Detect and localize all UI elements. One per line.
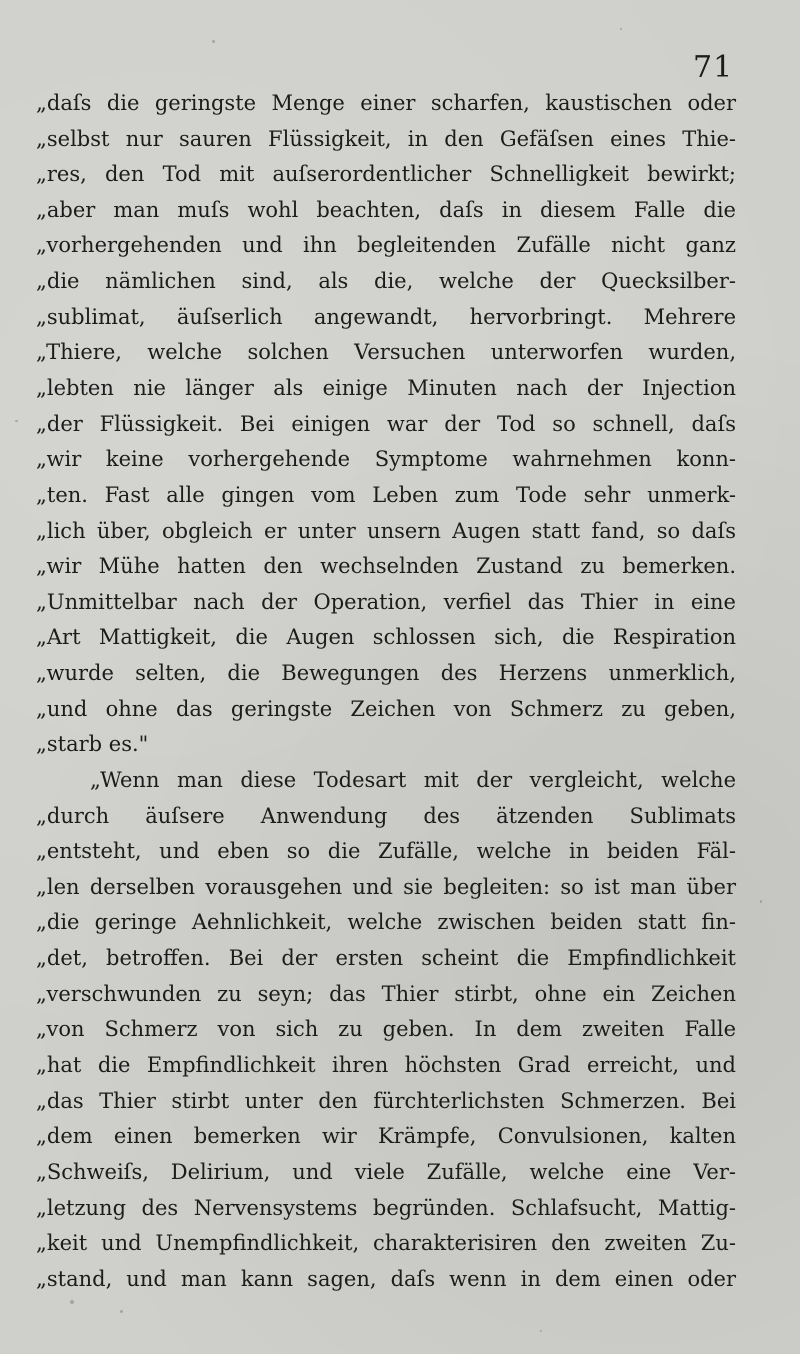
text-line: „lebten nie länger als einige Minuten nach der Injection bbox=[36, 376, 736, 400]
text-line: „die nämlichen sind, als die, welche der Quecksilber- bbox=[36, 269, 736, 293]
text-line: „sublimat, äuſserlich angewandt, hervorbringt. Mehrere bbox=[36, 305, 736, 329]
text-line: „der Flüssigkeit. Bei einigen war der Tod so schnell, daſs bbox=[36, 412, 736, 436]
paper-speck bbox=[540, 1330, 542, 1332]
text-line: „Schweiſs, Delirium, und viele Zufälle, welche eine Ver- bbox=[36, 1160, 736, 1184]
text-line: „dem einen bemerken wir Krämpfe, Convulsionen, kalten bbox=[36, 1124, 736, 1148]
text-line: „det, betroffen. Bei der ersten scheint die Empfindlichkeit bbox=[36, 946, 736, 970]
text-line: „wir Mühe hatten den wechselnden Zustand zu bemerken. bbox=[36, 554, 736, 578]
paper-speck bbox=[620, 28, 622, 30]
page-number: 71 bbox=[693, 50, 734, 85]
text-line: „von Schmerz von sich zu geben. In dem zweiten Falle bbox=[36, 1017, 736, 1041]
text-line: „aber man muſs wohl beachten, daſs in diesem Falle die bbox=[36, 198, 736, 222]
text-line: „Wenn man diese Todesart mit der vergleicht, welche bbox=[90, 768, 736, 792]
text-line: „durch äuſsere Anwendung des ätzenden Sublimats bbox=[36, 804, 736, 828]
text-line: „wurde selten, die Bewegungen des Herzens unmerklich, bbox=[36, 661, 736, 685]
text-line: „starb es." bbox=[36, 732, 149, 756]
paper-speck bbox=[212, 40, 215, 43]
text-line: „wir keine vorhergehende Symptome wahrnehmen konn- bbox=[36, 447, 736, 471]
text-line: „entsteht, und eben so die Zufälle, welche in beiden Fäl- bbox=[36, 839, 736, 863]
text-line: „ten. Fast alle gingen vom Leben zum Tode sehr unmerk- bbox=[36, 483, 736, 507]
text-line: „und ohne das geringste Zeichen von Schmerz zu geben, bbox=[36, 697, 736, 721]
text-line: „hat die Empfindlichkeit ihren höchsten Grad erreicht, und bbox=[36, 1053, 736, 1077]
paper-speck bbox=[120, 1310, 123, 1313]
paper-speck bbox=[760, 900, 762, 903]
paper-speck bbox=[15, 420, 18, 422]
text-line: „res, den Tod mit auſserordentlicher Schnelligkeit bewirkt; bbox=[36, 162, 736, 186]
text-line: „len derselben vorausgehen und sie begleiten: so ist man über bbox=[36, 875, 736, 899]
text-line: „keit und Unempfindlichkeit, charakterisiren den zweiten Zu- bbox=[36, 1231, 736, 1255]
text-line: „letzung des Nervensystems begründen. Schlafsucht, Mattig- bbox=[36, 1196, 736, 1220]
text-line: „das Thier stirbt unter den fürchterlichsten Schmerzen. Bei bbox=[36, 1089, 736, 1113]
text-line: „Thiere, welche solchen Versuchen unterworfen wurden, bbox=[36, 340, 736, 364]
text-line: „lich über, obgleich er unter unsern Augen statt fand, so daſs bbox=[36, 519, 736, 543]
text-line: „verschwunden zu seyn; das Thier stirbt, ohne ein Zeichen bbox=[36, 982, 736, 1006]
text-line: „daſs die geringste Menge einer scharfen, kaustischen oder bbox=[36, 91, 736, 115]
paper-speck bbox=[70, 1300, 74, 1304]
text-line: „Art Mattigkeit, die Augen schlossen sich, die Respiration bbox=[36, 625, 736, 649]
text-line: „Unmittelbar nach der Operation, verfiel das Thier in eine bbox=[36, 590, 736, 614]
text-line: „vorhergehenden und ihn begleitenden Zufälle nicht ganz bbox=[36, 233, 736, 257]
text-line: „selbst nur sauren Flüssigkeit, in den Gefäſsen eines Thie- bbox=[36, 127, 736, 151]
text-line: „stand, und man kann sagen, daſs wenn in dem einen oder bbox=[36, 1267, 736, 1291]
text-line: „die geringe Aehnlichkeit, welche zwischen beiden statt fin- bbox=[36, 910, 736, 934]
